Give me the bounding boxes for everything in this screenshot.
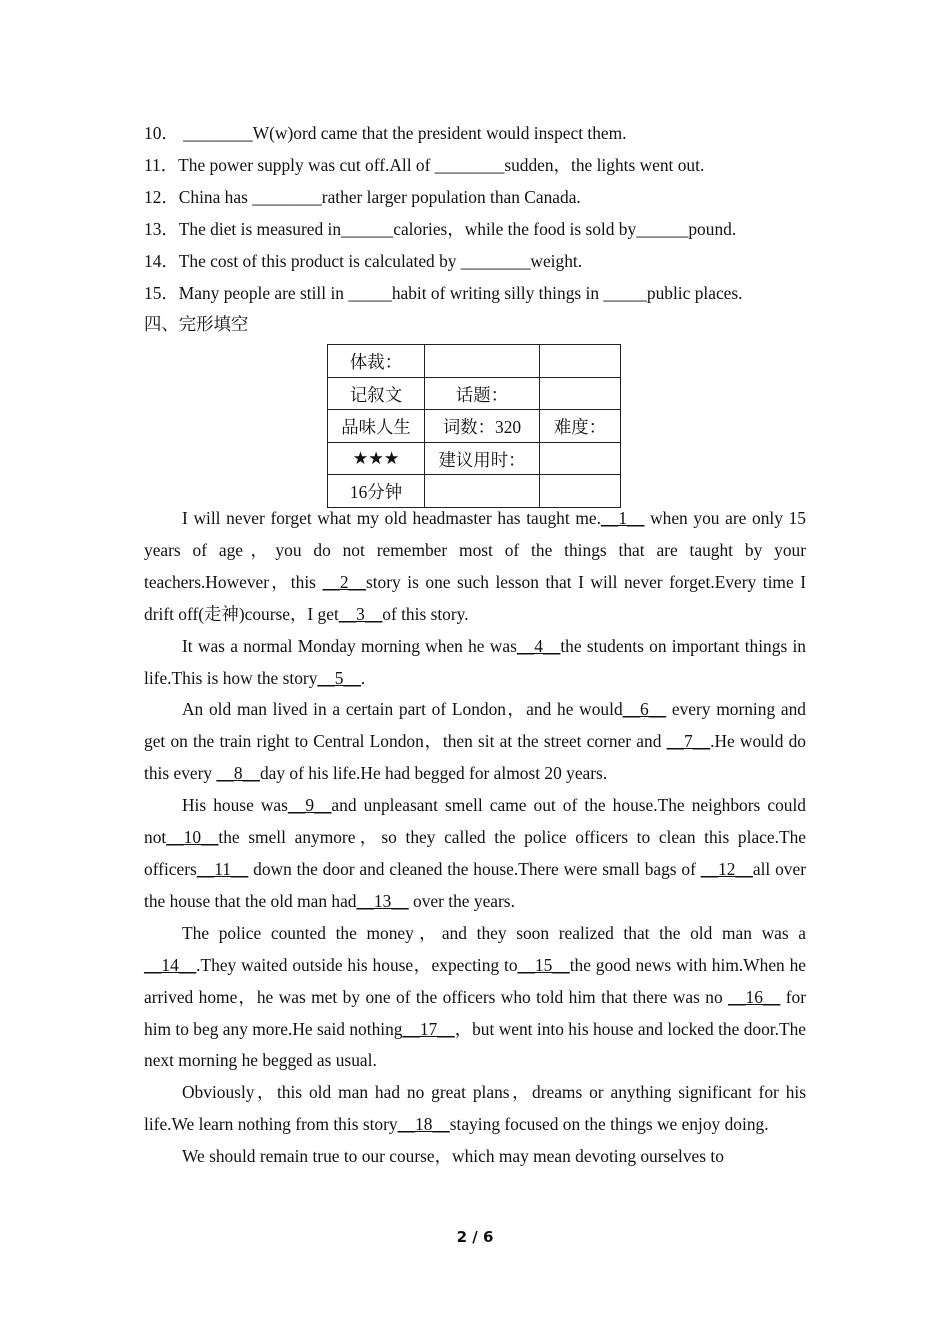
page-number: 2 / 6 [456, 1228, 494, 1246]
info-table [327, 344, 621, 508]
table-cell: 16分钟 [328, 475, 425, 508]
table-cell: ★★★ [328, 442, 425, 475]
cloze-passage [144, 503, 806, 1173]
blank-2: __2__ [322, 571, 366, 592]
passage-paragraph-6: Obviously，this old man had no great plans，dreams or anything significant for his life.We learn nothing from this story__18__staying focused on the things we enjoy doing. [144, 1082, 806, 1135]
table-cell: 难度： [540, 410, 621, 443]
passage-paragraph-1: I will never forget what my old headmaster has taught me.__1__ when you are only 15 years of age，you do not remember most of the things that are taught by your teachers.However，this __2__story is one such lesson that I will never forget.Every time I drift off(走神)course，I get__3__of this story. [144, 508, 807, 624]
blank-6: __6__ [622, 699, 667, 720]
passage-paragraph-7: We should remain true to our course，which may mean devoting ourselves to [182, 1146, 724, 1167]
table-row [328, 377, 621, 410]
question-13: 13．The diet is measured in______calories，while the food is sold by______pound. [144, 218, 737, 239]
table-row [328, 345, 621, 378]
blank-11: __11__ [196, 858, 249, 879]
table-cell: 词数：320 [425, 410, 540, 443]
question-15: 15．Many people are still in _____habit of writing silly things in _____public places. [144, 282, 743, 303]
question-12: 12．China has ________rather larger population than Canada. [144, 186, 581, 207]
table-row [328, 410, 621, 443]
blank-10: __10__ [166, 827, 219, 848]
blank-12: __12__ [700, 858, 753, 879]
blank-4: __4__ [516, 635, 561, 656]
blank-16: __16__ [728, 986, 781, 1007]
table-cell [540, 442, 621, 475]
blank-17: __17__ [402, 1018, 455, 1039]
blank-7: __7__ [666, 731, 711, 752]
passage-paragraph-3: An old man lived in a certain part of London，and he would__6__ every morning and get on the train right to Central London，then sit at the street corner and __7__.He would do this every __8__day of his life.He had begged for almost 20 years. [144, 699, 806, 784]
blank-15: __15__ [517, 954, 570, 975]
question-10: 10． ________W(w)ord came that the president would inspect them. [144, 123, 627, 143]
question-14: 14．The cost of this product is calculated by ________weight. [144, 250, 583, 271]
table-cell: 话题： [425, 377, 540, 410]
table-cell [540, 377, 621, 410]
blank-14: __14__ [144, 954, 197, 975]
passage-paragraph-5: The police counted the money，and they soon realized that the old man was a __14__.They waited outside his house，expecting to__15__the good news with him.When he arrived home，he was met by one of the officers who told him that there was no __16__ for him to beg any more.He said nothing__17__，but went into his house and locked the door.The next morning he begged as usual. [144, 922, 807, 1071]
blank-13: __13__ [356, 890, 409, 911]
table-row [328, 442, 621, 475]
table-cell: 体裁： [328, 345, 425, 378]
section-title: 四、完形填空 [144, 314, 249, 335]
passage-paragraph-4: His house was__9__and unpleasant smell came out of the house.The neighbors could not__10__the smell anymore，so they called the police officers to clean this place.The officers__11__ down the door and cleaned the house.There were small bags of __12__all over the house that the old man had__13__ over the years. [144, 795, 806, 911]
table-cell: 品味人生 [328, 410, 425, 443]
blank-9: __9__ [287, 795, 332, 816]
blank-3: __3__ [338, 603, 383, 624]
question-list [144, 118, 806, 341]
table-cell: 记叙文 [328, 377, 425, 410]
passage-paragraph-2: It was a normal Monday morning when he was__4__the students on important things in life.This is how the story__5__. [144, 635, 807, 688]
table-cell [540, 345, 621, 378]
table-cell [425, 345, 540, 378]
table-cell: 建议用时： [425, 442, 540, 475]
blank-5: __5__ [317, 667, 361, 688]
question-11: 11．The power supply was cut off.All of ________sudden，the lights went out. [144, 154, 705, 175]
blank-8: __8__ [216, 763, 260, 784]
blank-18: __18__ [397, 1114, 450, 1135]
blank-1: __1__ [600, 508, 645, 528]
